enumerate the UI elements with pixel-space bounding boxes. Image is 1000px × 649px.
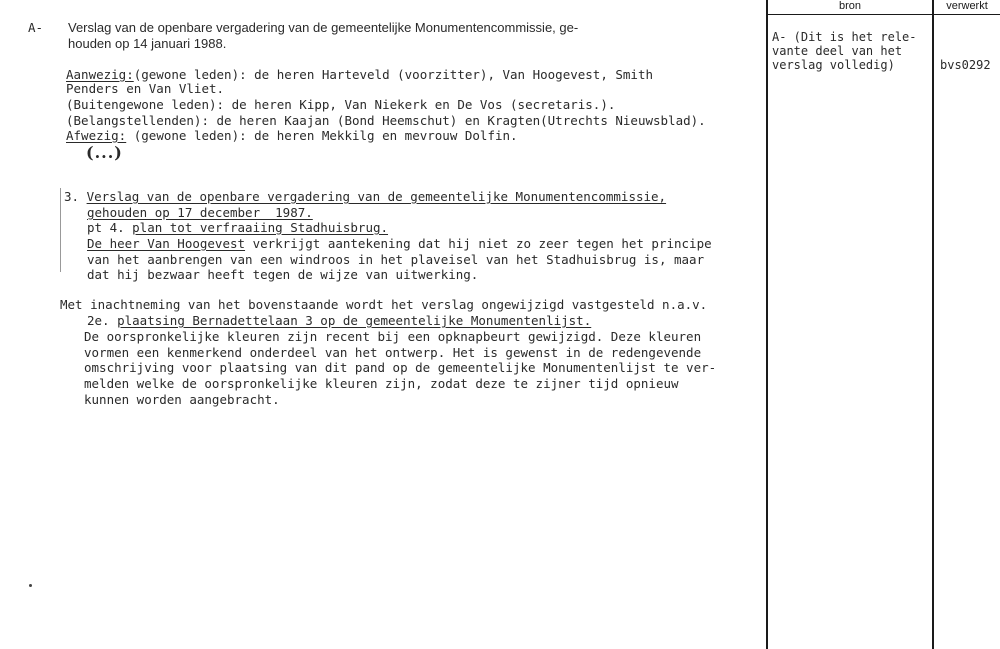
processed-code: bvs0292	[940, 58, 991, 72]
margin-bar	[60, 188, 61, 272]
entry-title-line-1: Verslag van de openbare vergadering van de gemeentelijke Monumentencommissie, ge-	[68, 20, 579, 35]
entry-marker: A-	[28, 20, 44, 35]
item3-title-line-1	[64, 189, 666, 205]
present-text: (gewone leden): de heren Harteveld (voorzitter), Van Hoogevest, Smith	[133, 67, 654, 82]
item2e-prefix: 2e.	[87, 313, 118, 328]
pt4-title: plan tot verfraaiing Stadhuisbrug.	[132, 220, 389, 235]
header-bron: bron	[838, 0, 862, 12]
attendance-stakeholders: (Belangstellenden): de heren Kaajan (Bond Heemschut) en Kragten(Utrechts Nieuwsblad).	[66, 113, 706, 128]
item3-number: 3.	[64, 189, 80, 204]
pt4-prefix: pt 4.	[87, 220, 133, 235]
item2e-line-2: vormen een kenmerkend onderdeel van het ontwerp. Het is gewenst in de redengevende	[84, 345, 702, 360]
column-divider-left	[766, 0, 768, 649]
header-rule	[766, 14, 1000, 15]
header-verwerkt: verwerkt	[946, 0, 988, 12]
absent-text: (gewone leden): de heren Mekkilg en mevrouw Dolfin.	[126, 128, 518, 143]
source-line-2: vante deel van het	[772, 44, 903, 58]
item3-body-1: verkrijgt aantekening dat hij niet zo zeer tegen het principe	[245, 236, 712, 251]
omission-ellipsis: (...)	[86, 143, 123, 162]
item3-body-line-2: van het aanbrengen van een windroos in het plaveisel van het Stadhuisbrug is, maar	[87, 252, 705, 267]
item2e-line-1: De oorspronkelijke kleuren zijn recent bij een opknapbeurt gewijzigd. Deze kleuren	[84, 329, 702, 344]
attendance-present-cont: Penders en Van Vliet.	[66, 81, 225, 96]
attendance-absent	[66, 128, 518, 144]
entry-title-line-2: houden op 14 januari 1988.	[68, 36, 227, 51]
item3-body-line-3: dat hij bezwaar heeft tegen de wijze van uitwerking.	[87, 267, 479, 282]
item2e-line-3: omschrijving voor plaatsing van dit pand op de gemeentelijke Monumentenlijst te ver-	[84, 360, 717, 375]
item2e-line-4: melden welke de oorspronkelijke kleuren zijn, zodat deze te zijner tijd opnieuw	[84, 376, 679, 391]
item2e-heading	[87, 313, 591, 329]
source-line-1: A- (Dit is het rele-	[772, 30, 917, 44]
source-line-3: verslag volledig)	[772, 58, 895, 72]
column-divider-right	[932, 0, 934, 649]
speaker: De heer Van Hoogevest	[87, 236, 246, 251]
absent-label: Afwezig:	[66, 128, 127, 143]
present-label: Aanwezig:	[66, 67, 134, 82]
item3-title-line-2: gehouden op 17 december 1987.	[87, 205, 313, 220]
item3-title-1: Verslag van de openbare vergadering van de gemeentelijke Monumentencommissie,	[86, 189, 667, 204]
item3-pt4	[87, 220, 388, 236]
scan-dot	[29, 584, 32, 587]
item3-body-line-1	[87, 236, 712, 252]
conclusion: Met inachtneming van het bovenstaande wordt het verslag ongewijzigd vastgesteld n.a.v.	[60, 297, 708, 312]
attendance-extraordinary: (Buitengewone leden): de heren Kipp, Van Niekerk en De Vos (secretaris.).	[66, 97, 616, 112]
item2e-title: plaatsing Bernadettelaan 3 op de gemeentelijke Monumentenlijst.	[117, 313, 592, 328]
item2e-line-5: kunnen worden aangebracht.	[84, 392, 280, 407]
